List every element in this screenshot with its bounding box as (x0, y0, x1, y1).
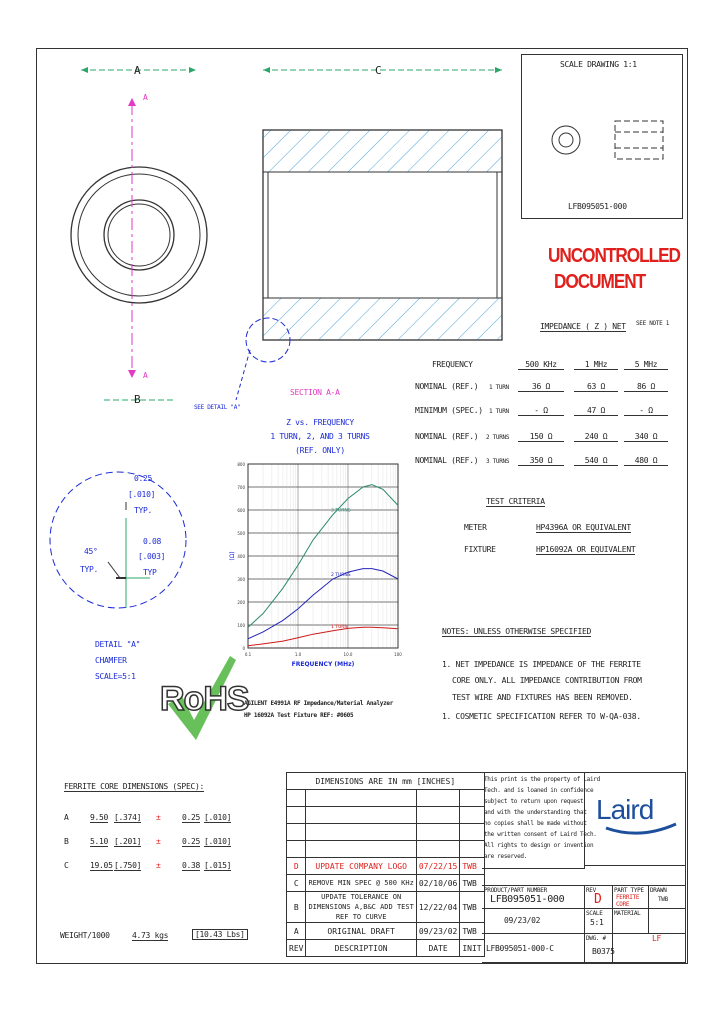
uncontrolled-line1: UNCONTROLLED (548, 245, 680, 267)
chart-x-tick: 100 (394, 652, 402, 657)
rev-d: D (287, 858, 306, 875)
detail-angle-typ: TYP. (80, 565, 99, 574)
divider-v3 (648, 885, 649, 933)
impedance-chart (228, 460, 408, 668)
rev-header-desc: DESCRIPTION (306, 940, 416, 957)
uncontrolled-stamp (548, 243, 680, 295)
impedance-row-3-v2: 240 Ω (574, 432, 618, 442)
laird-logo: Laird (596, 794, 654, 825)
uncontrolled-line2: DOCUMENT (554, 271, 646, 293)
rev-header-init: INIT (460, 940, 484, 957)
chart-title: Z vs. FREQUENCY (286, 418, 354, 427)
chart-y-tick: 200 (237, 600, 245, 605)
weight-lbs: [10.43 Lbs] (192, 929, 248, 940)
property-line: and with the understanding that (484, 809, 587, 816)
property-line: no copies shall be made without (484, 820, 587, 827)
part-number: LFB095051-000 (490, 894, 565, 905)
property-line: All rights to design or invention (484, 842, 594, 849)
laird-swoosh-icon (604, 822, 678, 838)
impedance-freq-label: FREQUENCY (432, 360, 473, 369)
chart-y-tick: 600 (237, 508, 245, 513)
chart-y-label: (Ω) (229, 551, 236, 561)
rev-a: A (287, 923, 306, 940)
impedance-row-3-v1: 150 Ω (518, 432, 564, 442)
rev-label: REV (586, 887, 596, 894)
impedance-row-2-v3: - Ω (624, 406, 668, 416)
dims-title: FERRITE CORE DIMENSIONS (SPEC): (64, 782, 205, 791)
chart-y-tick: 700 (237, 485, 245, 490)
detail-dim2-in: [.003] (138, 552, 166, 561)
impedance-col-1: 500 KHz (518, 360, 564, 370)
section-mark-top: A (143, 93, 148, 102)
detail-dim1: 0.25 (134, 474, 153, 483)
revision-table (286, 772, 485, 957)
dims-row-inch: [.374] (114, 813, 142, 822)
scale-label: SCALE (586, 910, 603, 917)
rev-d-desc: UPDATE COMPANY LOGO (306, 858, 416, 875)
part-type-1: FERRITE (616, 894, 640, 901)
detail-dim2: 0.08 (143, 537, 162, 546)
chart-y-tick: 100 (237, 623, 245, 628)
impedance-col-2: 1 MHz (574, 360, 618, 370)
impedance-row-4-turn: 3 TURNS (486, 458, 510, 465)
dwg-label: DWG. # (586, 935, 606, 942)
chart-footnote-2: HP 16092A Test Fixture REF: #0605 (244, 712, 354, 719)
chart-x-tick: 10.0 (343, 652, 353, 657)
property-line: the written consent of Laird Tech. (484, 831, 597, 838)
notes-title: NOTES: UNLESS OTHERWISE SPECIFIED (442, 627, 592, 636)
chart-series-line (248, 627, 398, 645)
note-1-line-1: 1. NET IMPEDANCE IS IMPEDANCE OF THE FERRITE (442, 660, 641, 669)
dims-row-value: 9.50 (90, 813, 109, 822)
note-1-line-3: TEST WIRE AND FIXTURES HAS BEEN REMOVED. (452, 693, 633, 702)
chart-x-label: FREQUENCY (MHz) (291, 661, 355, 668)
property-line: are reserved. (484, 853, 528, 860)
chart-x-tick: 0.1 (244, 652, 252, 657)
dwg-value: LFB095051-000-C (486, 944, 554, 953)
impedance-row-1-v2: 63 Ω (574, 382, 618, 392)
part-type-label: PART TYPE (614, 887, 644, 894)
detail-angle: 45° (84, 547, 98, 556)
impedance-row-2-v1: - Ω (518, 406, 564, 416)
date-value: 09/23/02 (504, 916, 541, 925)
rev-c-desc: REMOVE MIN SPEC @ 500 KHz (306, 875, 416, 892)
property-line: Tech. and is loaned in confidence (484, 787, 594, 794)
material-label: MATERIAL (614, 910, 641, 917)
chart-y-tick: 500 (237, 531, 245, 536)
impedance-row-4-v1: 350 Ω (518, 456, 564, 466)
title-block (286, 772, 686, 962)
detail-dim1-in: [.010] (128, 490, 156, 499)
detail-a-figure (40, 440, 180, 620)
property-line: subject to return upon request (484, 798, 584, 805)
dims-row-tolerance-inch: [.010] (204, 813, 232, 822)
impedance-row-1-label: NOMINAL (REF.) (415, 382, 479, 391)
rev-a-desc: ORIGINAL DRAFT (306, 923, 416, 940)
part-type-2: CORE (616, 901, 630, 908)
dims-row-label: C (64, 861, 69, 870)
rev-b: B (287, 892, 306, 923)
rev-a-init: TWB (460, 923, 484, 940)
see-detail-label: SEE DETAIL "A" (194, 404, 241, 411)
property-line: This print is the property of Laird (484, 776, 600, 783)
meter-value: HP4396A OR EQUIVALENT (536, 523, 631, 532)
rev-b-desc: UPDATE TOLERANCE ON DIMENSIONS A,B&C ADD TEST REF TO CURVE (306, 892, 416, 923)
dims-row-value: 5.10 (90, 837, 109, 846)
fixture-value: HP16092A OR EQUIVALENT (536, 545, 636, 554)
material-value: LF (652, 934, 662, 943)
chart-series-label: 3 TURNS (330, 508, 351, 514)
dims-row-tolerance: 0.25 (182, 837, 201, 846)
impedance-row-1-v1: 36 Ω (518, 382, 564, 392)
dims-row-tolerance: 0.38 (182, 861, 201, 870)
chart-subtitle-1: 1 TURN, 2, AND 3 TURNS (270, 432, 370, 441)
weight-kgs: 4.73 kgs (132, 931, 169, 940)
dims-row-value: 19.05 (90, 861, 113, 870)
divider-v1 (584, 885, 585, 962)
section-title: SECTION A-A (290, 388, 340, 397)
rev-c-date: 02/10/06 (416, 875, 460, 892)
chart-series-label: 2 TURNS (330, 573, 351, 578)
impedance-row-1-v3: 86 Ω (624, 382, 668, 392)
chart-x-tick: 1.0 (294, 652, 302, 657)
rev-a-date: 09/23/02 (416, 923, 460, 940)
dims-row-plusminus: ± (156, 861, 161, 870)
impedance-row-3-label: NOMINAL (REF.) (415, 432, 479, 441)
rev-value: D (594, 892, 602, 907)
impedance-row-2-v2: 47 Ω (574, 406, 618, 416)
detail-dim1-typ: TYP. (134, 506, 153, 515)
chart-y-tick: 400 (237, 554, 245, 559)
chart-series-label: 1 TURN (330, 624, 348, 630)
dims-row-plusminus: ± (156, 837, 161, 846)
dim-b-label: B (134, 393, 141, 406)
impedance-row-4-label: NOMINAL (REF.) (415, 456, 479, 465)
section-mark-bottom: A (143, 371, 148, 380)
scale-drawing-title: SCALE DRAWING 1:1 (560, 60, 637, 69)
dim-c-label: C (375, 64, 382, 77)
rev-c-init: TWB (460, 875, 484, 892)
rev-header-date: DATE (416, 940, 460, 957)
impedance-row-2-label: MINIMUM (SPEC.) (415, 406, 483, 415)
impedance-row-4-v2: 540 Ω (574, 456, 618, 466)
impedance-row-3-turn: 2 TURNS (486, 434, 510, 441)
impedance-row-2-turn: 1 TURN (489, 408, 509, 415)
fixture-label: FIXTURE (464, 545, 496, 554)
rev-d-date: 07/22/15 (416, 858, 460, 875)
weight-label: WEIGHT/1000 (60, 931, 110, 940)
chart-y-tick: 800 (237, 462, 245, 467)
chart-footnote-1: AGILENT E4991A RF Impedance/Material Analyzer (244, 700, 394, 707)
dims-row-tolerance-inch: [.015] (204, 861, 232, 870)
impedance-title-note: SEE NOTE 1 (636, 320, 670, 327)
dim-a-label: A (134, 64, 141, 77)
dims-row-plusminus: ± (156, 813, 161, 822)
impedance-title: IMPEDANCE ( Z ) NET (540, 322, 626, 331)
detail-caption-2: CHAMFER (95, 656, 127, 665)
detail-dim2-typ: TYP (143, 568, 157, 577)
note-2: 1. COSMETIC SPECIFICATION REFER TO W-QA-038. (442, 712, 641, 721)
meter-label: METER (464, 523, 487, 532)
scale-value: 5:1 (590, 918, 604, 927)
rev-c: C (287, 875, 306, 892)
rev-b-date: 12/22/04 (416, 892, 460, 923)
product-label: PRODUCT/PART NUMBER (484, 887, 547, 894)
detail-caption-3: SCALE=5:1 (95, 672, 136, 681)
dims-row-label: B (64, 837, 69, 846)
detail-caption-1: DETAIL "A" (95, 640, 141, 649)
sheet-value: B0375 (592, 947, 615, 956)
impedance-row-1-turn: 1 TURN (489, 384, 509, 391)
rev-b-init: TWB (460, 892, 484, 923)
test-criteria-title: TEST CRITERIA (486, 497, 545, 506)
dims-row-tolerance: 0.25 (182, 813, 201, 822)
rev-d-init: TWB (460, 858, 484, 875)
rohs-label: RoHS (160, 680, 249, 718)
dims-row-label: A (64, 813, 69, 822)
chart-subtitle-2: (REF. ONLY) (295, 446, 345, 455)
drawn-value: TWB (658, 896, 668, 903)
impedance-row-3-v3: 340 Ω (624, 432, 668, 442)
dims-row-inch: [.201] (114, 837, 142, 846)
chart-y-tick: 300 (237, 577, 245, 582)
impedance-row-4-v3: 480 Ω (624, 456, 668, 466)
rev-header-rev: REV (287, 940, 306, 957)
dims-row-inch: [.750] (114, 861, 142, 870)
impedance-col-3: 5 MHz (624, 360, 668, 370)
note-1-line-2: CORE ONLY. ALL IMPEDANCE CONTRIBUTION FROM (452, 676, 642, 685)
dims-row-tolerance-inch: [.010] (204, 837, 232, 846)
scale-drawing-figures (540, 110, 670, 170)
chart-y-tick: 0 (242, 646, 245, 651)
drawn-label: DRAWN (650, 887, 667, 894)
dims-header: DIMENSIONS ARE IN mm [INCHES] (287, 773, 485, 790)
scale-part-number: LFB095051-000 (568, 202, 627, 211)
